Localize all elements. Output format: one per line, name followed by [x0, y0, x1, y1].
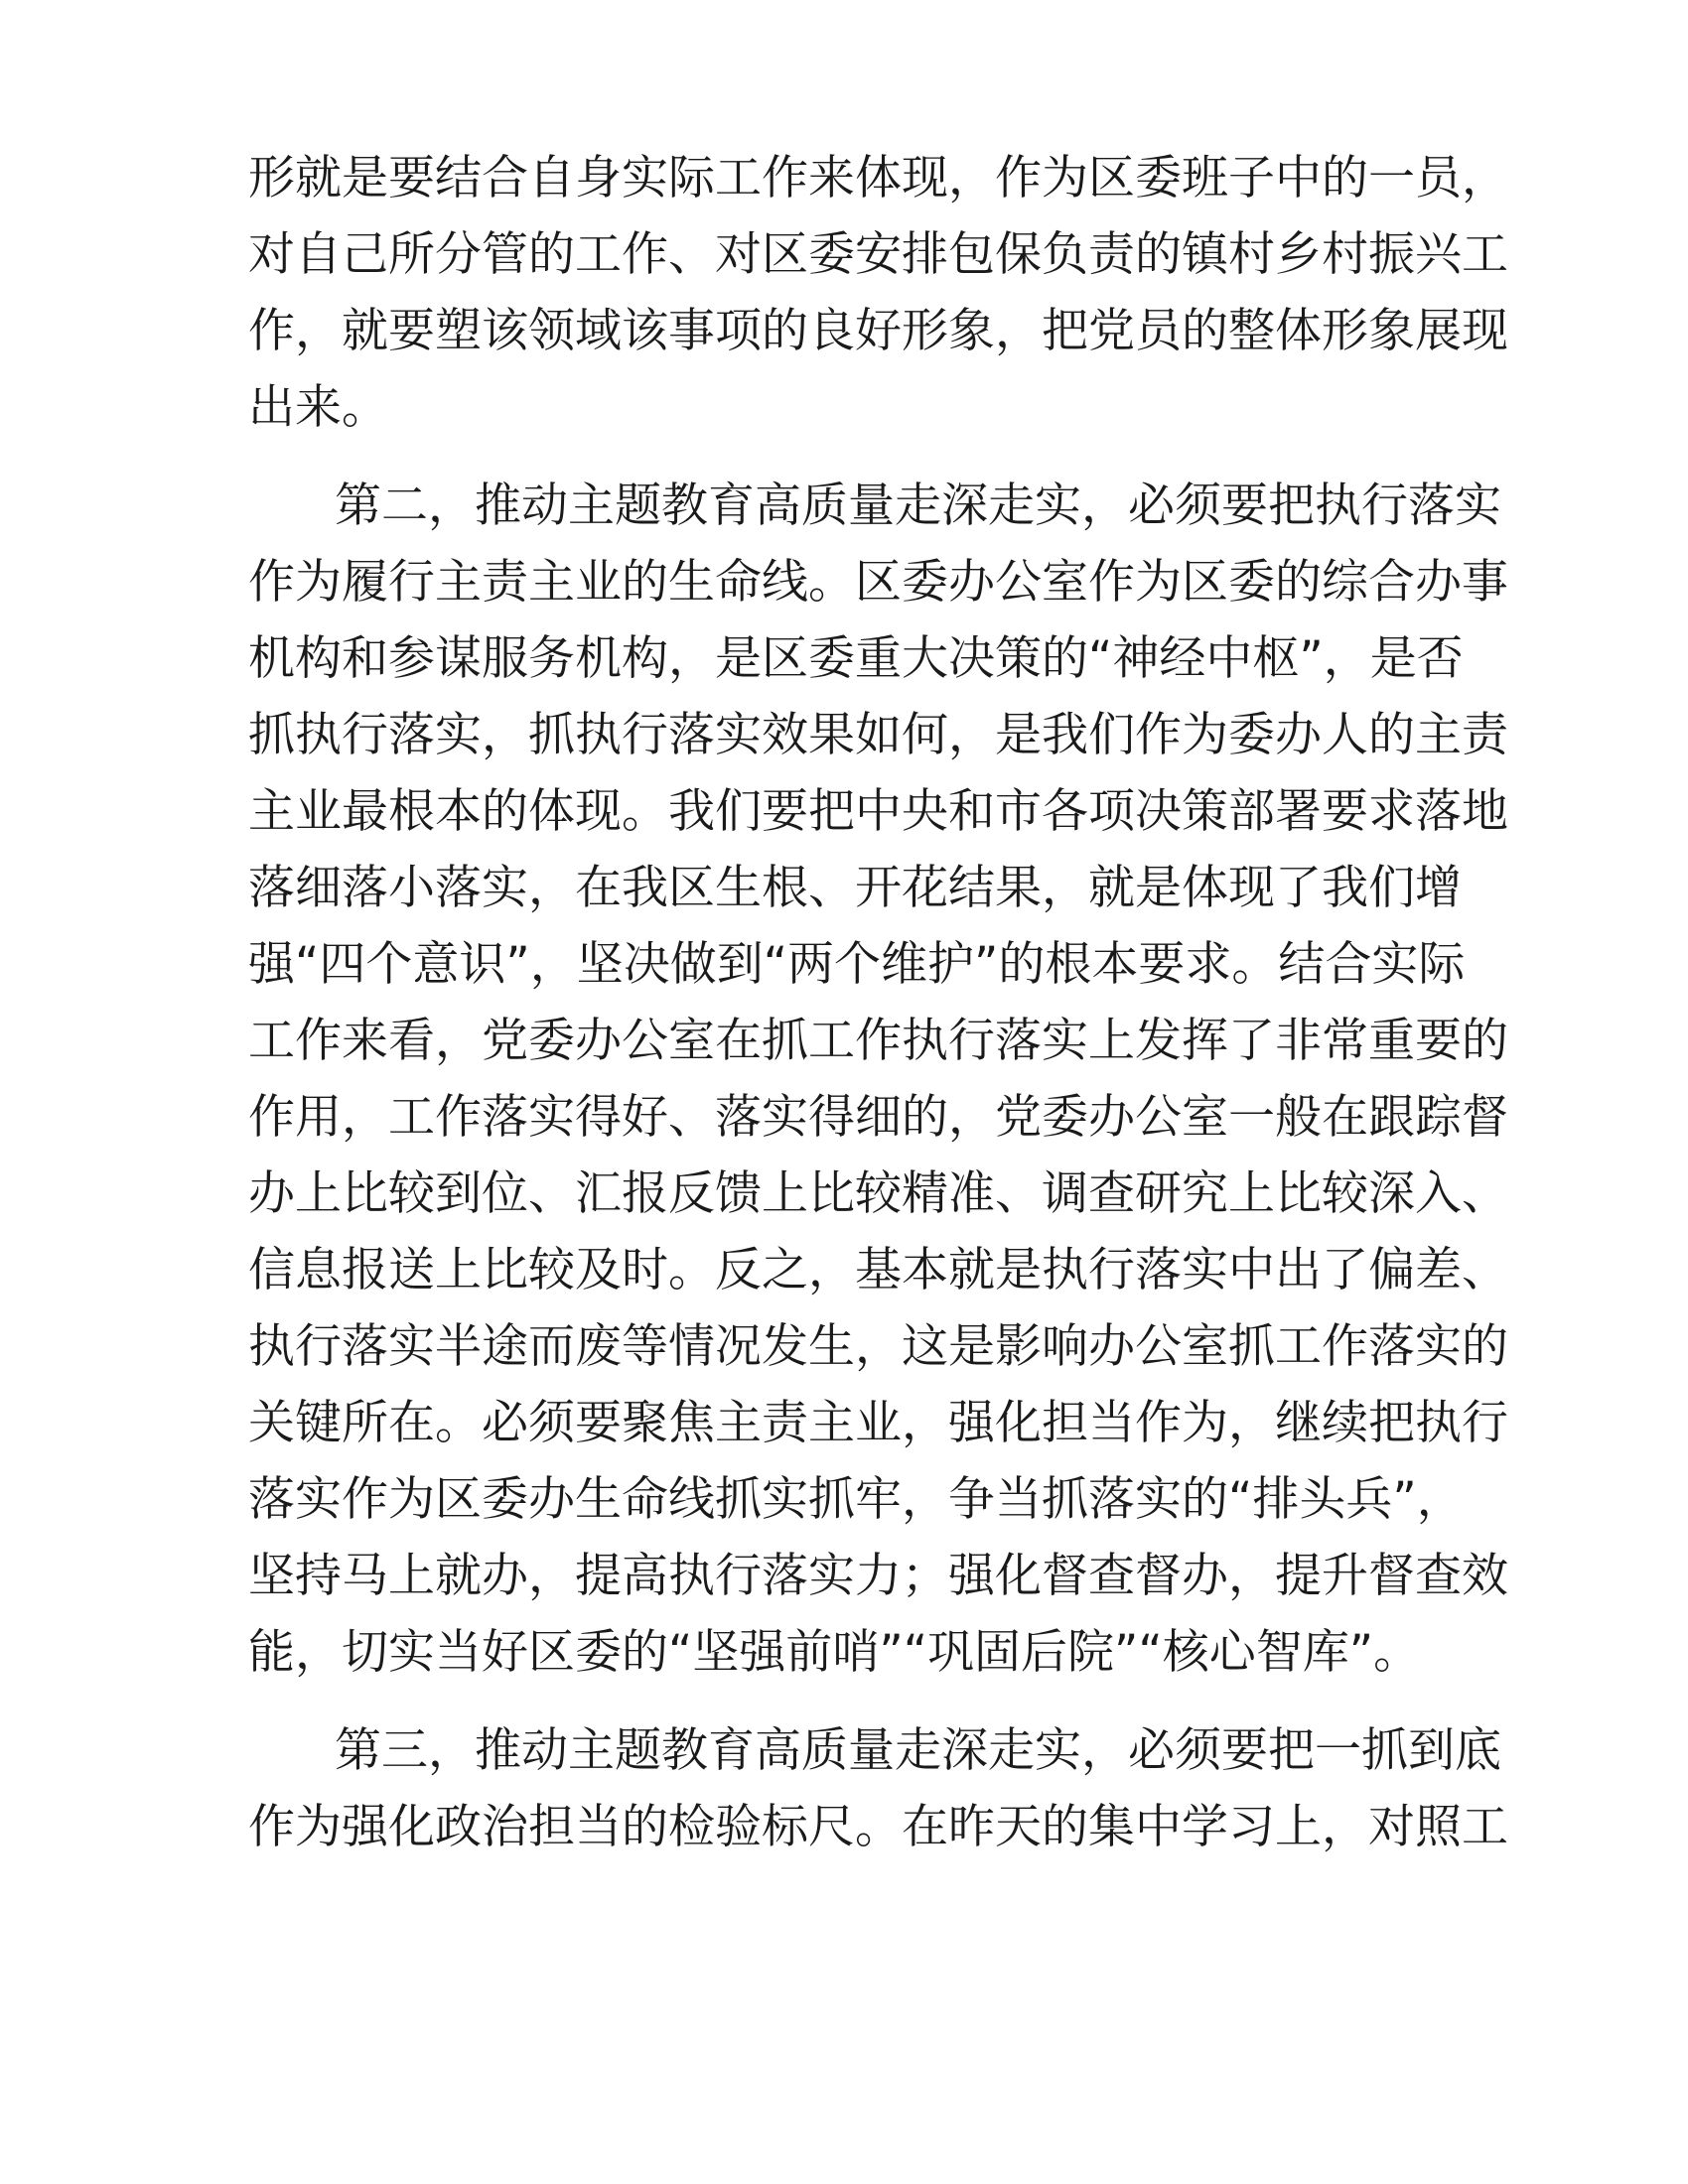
text-line: 信息报送上比较及时。反之，基本就是执行落实中出了偏差、 — [248, 1243, 1508, 1297]
text-line: 坚持马上就办，提高执行落实力；强化督查督办，提升督查效 — [248, 1549, 1508, 1603]
text-line: 落细落小落实，在我区生根、开花结果，就是体现了我们增 — [248, 861, 1462, 915]
text-line: 强“四个意识”，坚决做到“两个维护”的根本要求。结合实际 — [248, 937, 1466, 992]
text-line: 作为履行主责主业的生命线。区委办公室作为区委的综合办事 — [248, 555, 1508, 610]
text-line: 关键所在。必须要聚焦主责主业，强化担当作为，继续把执行 — [248, 1396, 1508, 1450]
text-line: 工作来看，党委办公室在抓工作执行落实上发挥了非常重要的 — [248, 1014, 1508, 1068]
text-line: 机构和参谋服务机构，是区委重大决策的“神经中枢”，是否 — [248, 631, 1464, 686]
text-line: 对自己所分管的工作、对区委安排包保负责的镇村乡村振兴工 — [248, 227, 1508, 282]
text-line: 能，切实当好区委的“坚强前哨”“巩固后院”“核心智库”。 — [248, 1625, 1421, 1680]
text-line: 形就是要结合自身实际工作来体现，作为区委班子中的一员， — [248, 151, 1508, 205]
text-line: 办上比较到位、汇报反馈上比较精准、调查研究上比较深入、 — [248, 1166, 1508, 1221]
text-line: 出来。 — [248, 380, 388, 435]
text-line: 作用，工作落实得好、落实得细的，党委办公室一般在跟踪督 — [248, 1090, 1508, 1145]
text-line: 主业最根本的体现。我们要把中央和市各项决策部署要求落地 — [248, 784, 1508, 839]
paragraph-first-line: 第三，推动主题教育高质量走深走实，必须要把一抓到底 — [335, 1723, 1501, 1778]
text-line: 落实作为区委办生命线抓实抓牢，争当抓落实的“排头兵”， — [248, 1472, 1464, 1527]
paragraph-first-line: 第二，推动主题教育高质量走深走实，必须要把执行落实 — [335, 478, 1501, 533]
text-line: 抓执行落实，抓执行落实效果如何，是我们作为委办人的主责 — [248, 708, 1508, 762]
text-line: 作，就要塑该领域该事项的良好形象，把党员的整体形象展现 — [248, 304, 1508, 358]
text-line: 作为强化政治担当的检验标尺。在昨天的集中学习上，对照工 — [248, 1800, 1508, 1854]
text-line: 执行落实半途而废等情况发生，这是影响办公室抓工作落实的 — [248, 1319, 1508, 1374]
